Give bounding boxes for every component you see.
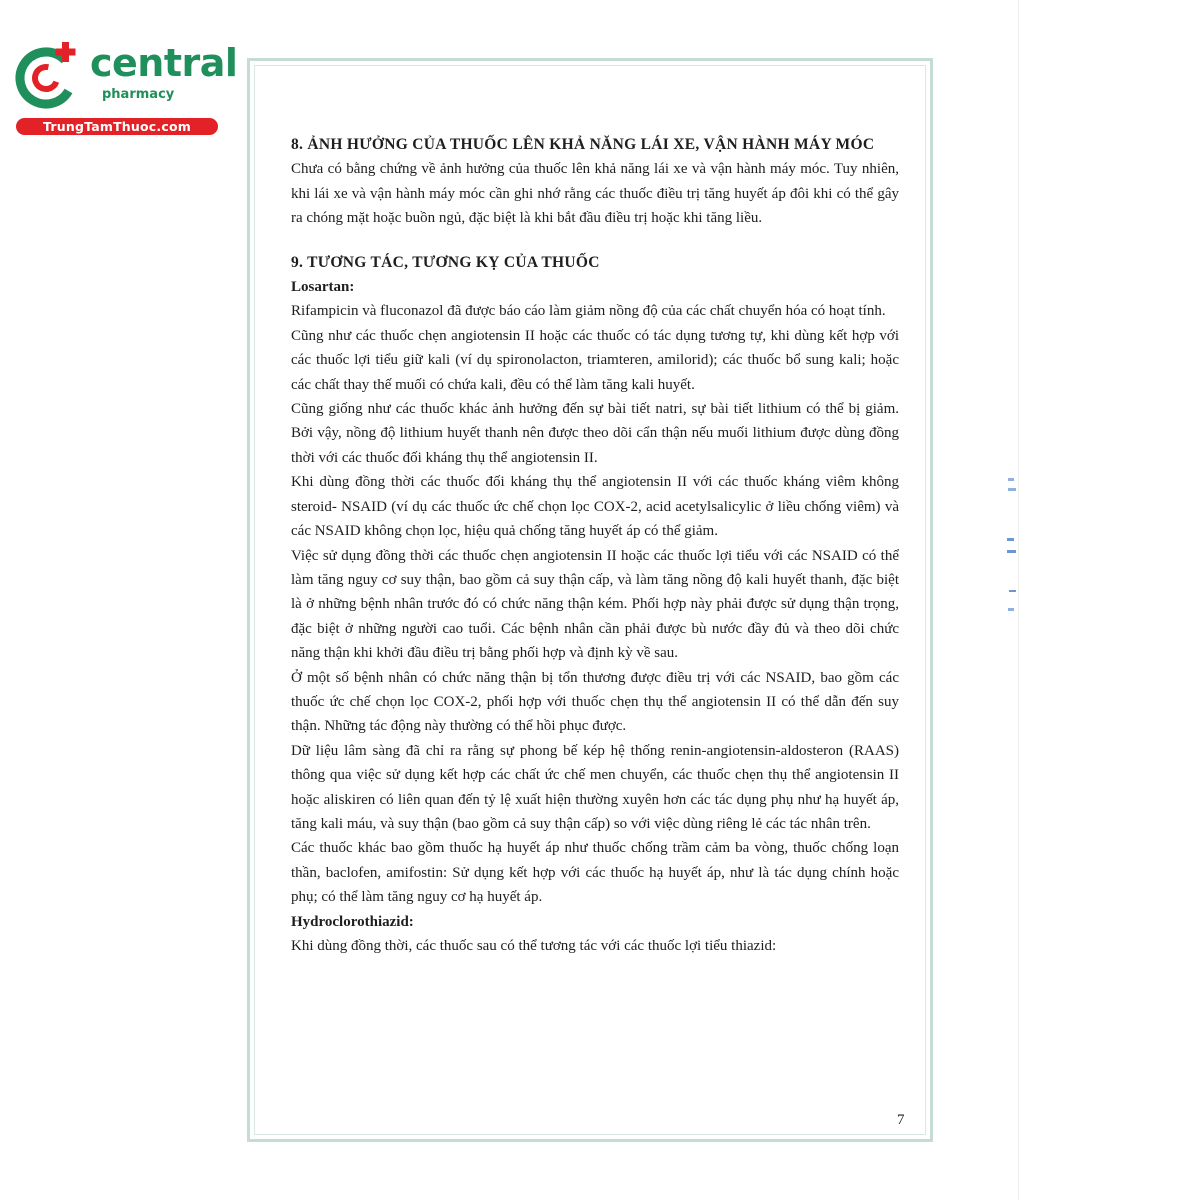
section-9-heading: 9. TƯƠNG TÁC, TƯƠNG KỴ CỦA THUỐC [291,253,600,271]
page-number: 7 [897,1112,905,1128]
hydroclorothiazid-paragraph: Khi dùng đồng thời, các thuốc sau có thể tương tác với các thuốc lợi tiểu thiazid: [291,938,777,954]
section-8-body: Chưa có bằng chứng về ảnh hưởng của thuốc lên khả năng lái xe và vận hành máy móc. Tuy nhiên, khi lái xe và vận hành máy móc cần ghi nhớ rằng các thuốc điều trị tăng huyết áp đôi khi có thể gây ra chóng mặt hoặc buồn ngủ, đặc biệt là khi bắt đầu điều trị hoặc khi tăng liều. [291,161,899,227]
losartan-paragraph: Dữ liệu lâm sàng đã chỉ ra rằng sự phong bế kép hệ thống renin-angiotensin-aldosteron (RAAS) thông qua việc sử dụng kết hợp các chất ức chế men chuyển, các thuốc chẹn thụ thể angiotensin II hoặc aliskiren có liên quan đến tỷ lệ xuất hiện thường xuyên hơn các tác dụng phụ như hạ huyết áp, tăng kali máu, và suy thận (bao gồm cả suy thận cấp) so với việc dùng riêng lẻ các tác nhân trên. [291,742,899,832]
losartan-paragraph: Ở một số bệnh nhân có chức năng thận bị tổn thương được điều trị với các NSAID, bao gồm các thuốc ức chế chọn lọc COX-2, phối hợp với thuốc chẹn thụ thể angiotensin II có thể dẫn đến suy thận. Những tác động này thường có thể hồi phục được. [291,669,899,735]
logo-subtitle: pharmacy [102,87,175,102]
scan-edge-marks [1004,470,1024,620]
losartan-paragraph: Cũng như các thuốc chẹn angiotensin II hoặc các thuốc có tác dụng tương tự, khi dùng kết hợp với các thuốc lợi tiểu giữ kali (ví dụ spironolacton, triamteren, amilorid); các thuốc bổ sung kali; hoặc các chất thay thế muối có chứa kali, đều có thể làm tăng kali huyết. [291,327,899,393]
document-content [285,133,899,958]
hydroclorothiazid-subheading: Hydroclorothiazid: [291,913,414,930]
losartan-paragraph: Cũng giống như các thuốc khác ảnh hưởng đến sự bài tiết natri, sự bài tiết lithium có thể bị giảm. Bởi vậy, nồng độ lithium huyết thanh nên được theo dõi cẩn thận nếu muối lithium được dùng đồng thời với các thuốc đối kháng thụ thể angiotensin II. [291,401,899,466]
pharmacy-logo-icon [10,38,88,116]
brand-logo [10,38,238,138]
losartan-subheading: Losartan: [291,279,355,296]
losartan-paragraph: Việc sử dụng đồng thời các thuốc chẹn angiotensin II hoặc các thuốc lợi tiểu với các NSAID có thể làm tăng nguy cơ suy thận, bao gồm cả suy thận cấp, và làm tăng nồng độ kali huyết thanh, đặc biệt là ở những bệnh nhân trước đó có chức năng thận kém. Phối hợp này phải được sử dụng thận trọng, đặc biệt ở những người cao tuổi. Các bệnh nhân cần phải được bù nước đầy đủ và theo dõi chức năng thận khi khởi đầu điều trị bằng phối hợp và định kỳ về sau. [291,547,899,662]
logo-brand-text: central [90,41,238,85]
losartan-paragraph: Khi dùng đồng thời các thuốc đối kháng thụ thể angiotensin II với các thuốc kháng viêm không steroid- NSAID (ví dụ các thuốc ức chế chọn lọc COX-2, acid acetylsalicylic ở liều chống viêm) và các NSAID không chọn lọc, hiệu quả chống tăng huyết áp có thể giảm. [291,474,899,540]
logo-website: TrungTamThuoc.com [16,118,218,135]
losartan-paragraph: Rifampicin và fluconazol đã được báo cáo làm giảm nồng độ của các chất chuyển hóa có hoạt tính. [291,303,886,320]
losartan-paragraph: Các thuốc khác bao gồm thuốc hạ huyết áp như thuốc chống trầm cảm ba vòng, thuốc chống loạn thần, baclofen, amifostin: Sử dụng kết hợp với các thuốc hạ huyết áp, như là tác dụng chính hoặc phụ; có thể làm tăng nguy cơ hạ huyết áp. [291,840,899,906]
section-8-heading: 8. ẢNH HƯỞNG CỦA THUỐC LÊN KHẢ NĂNG LÁI XE, VẬN HÀNH MÁY MÓC [291,136,875,153]
